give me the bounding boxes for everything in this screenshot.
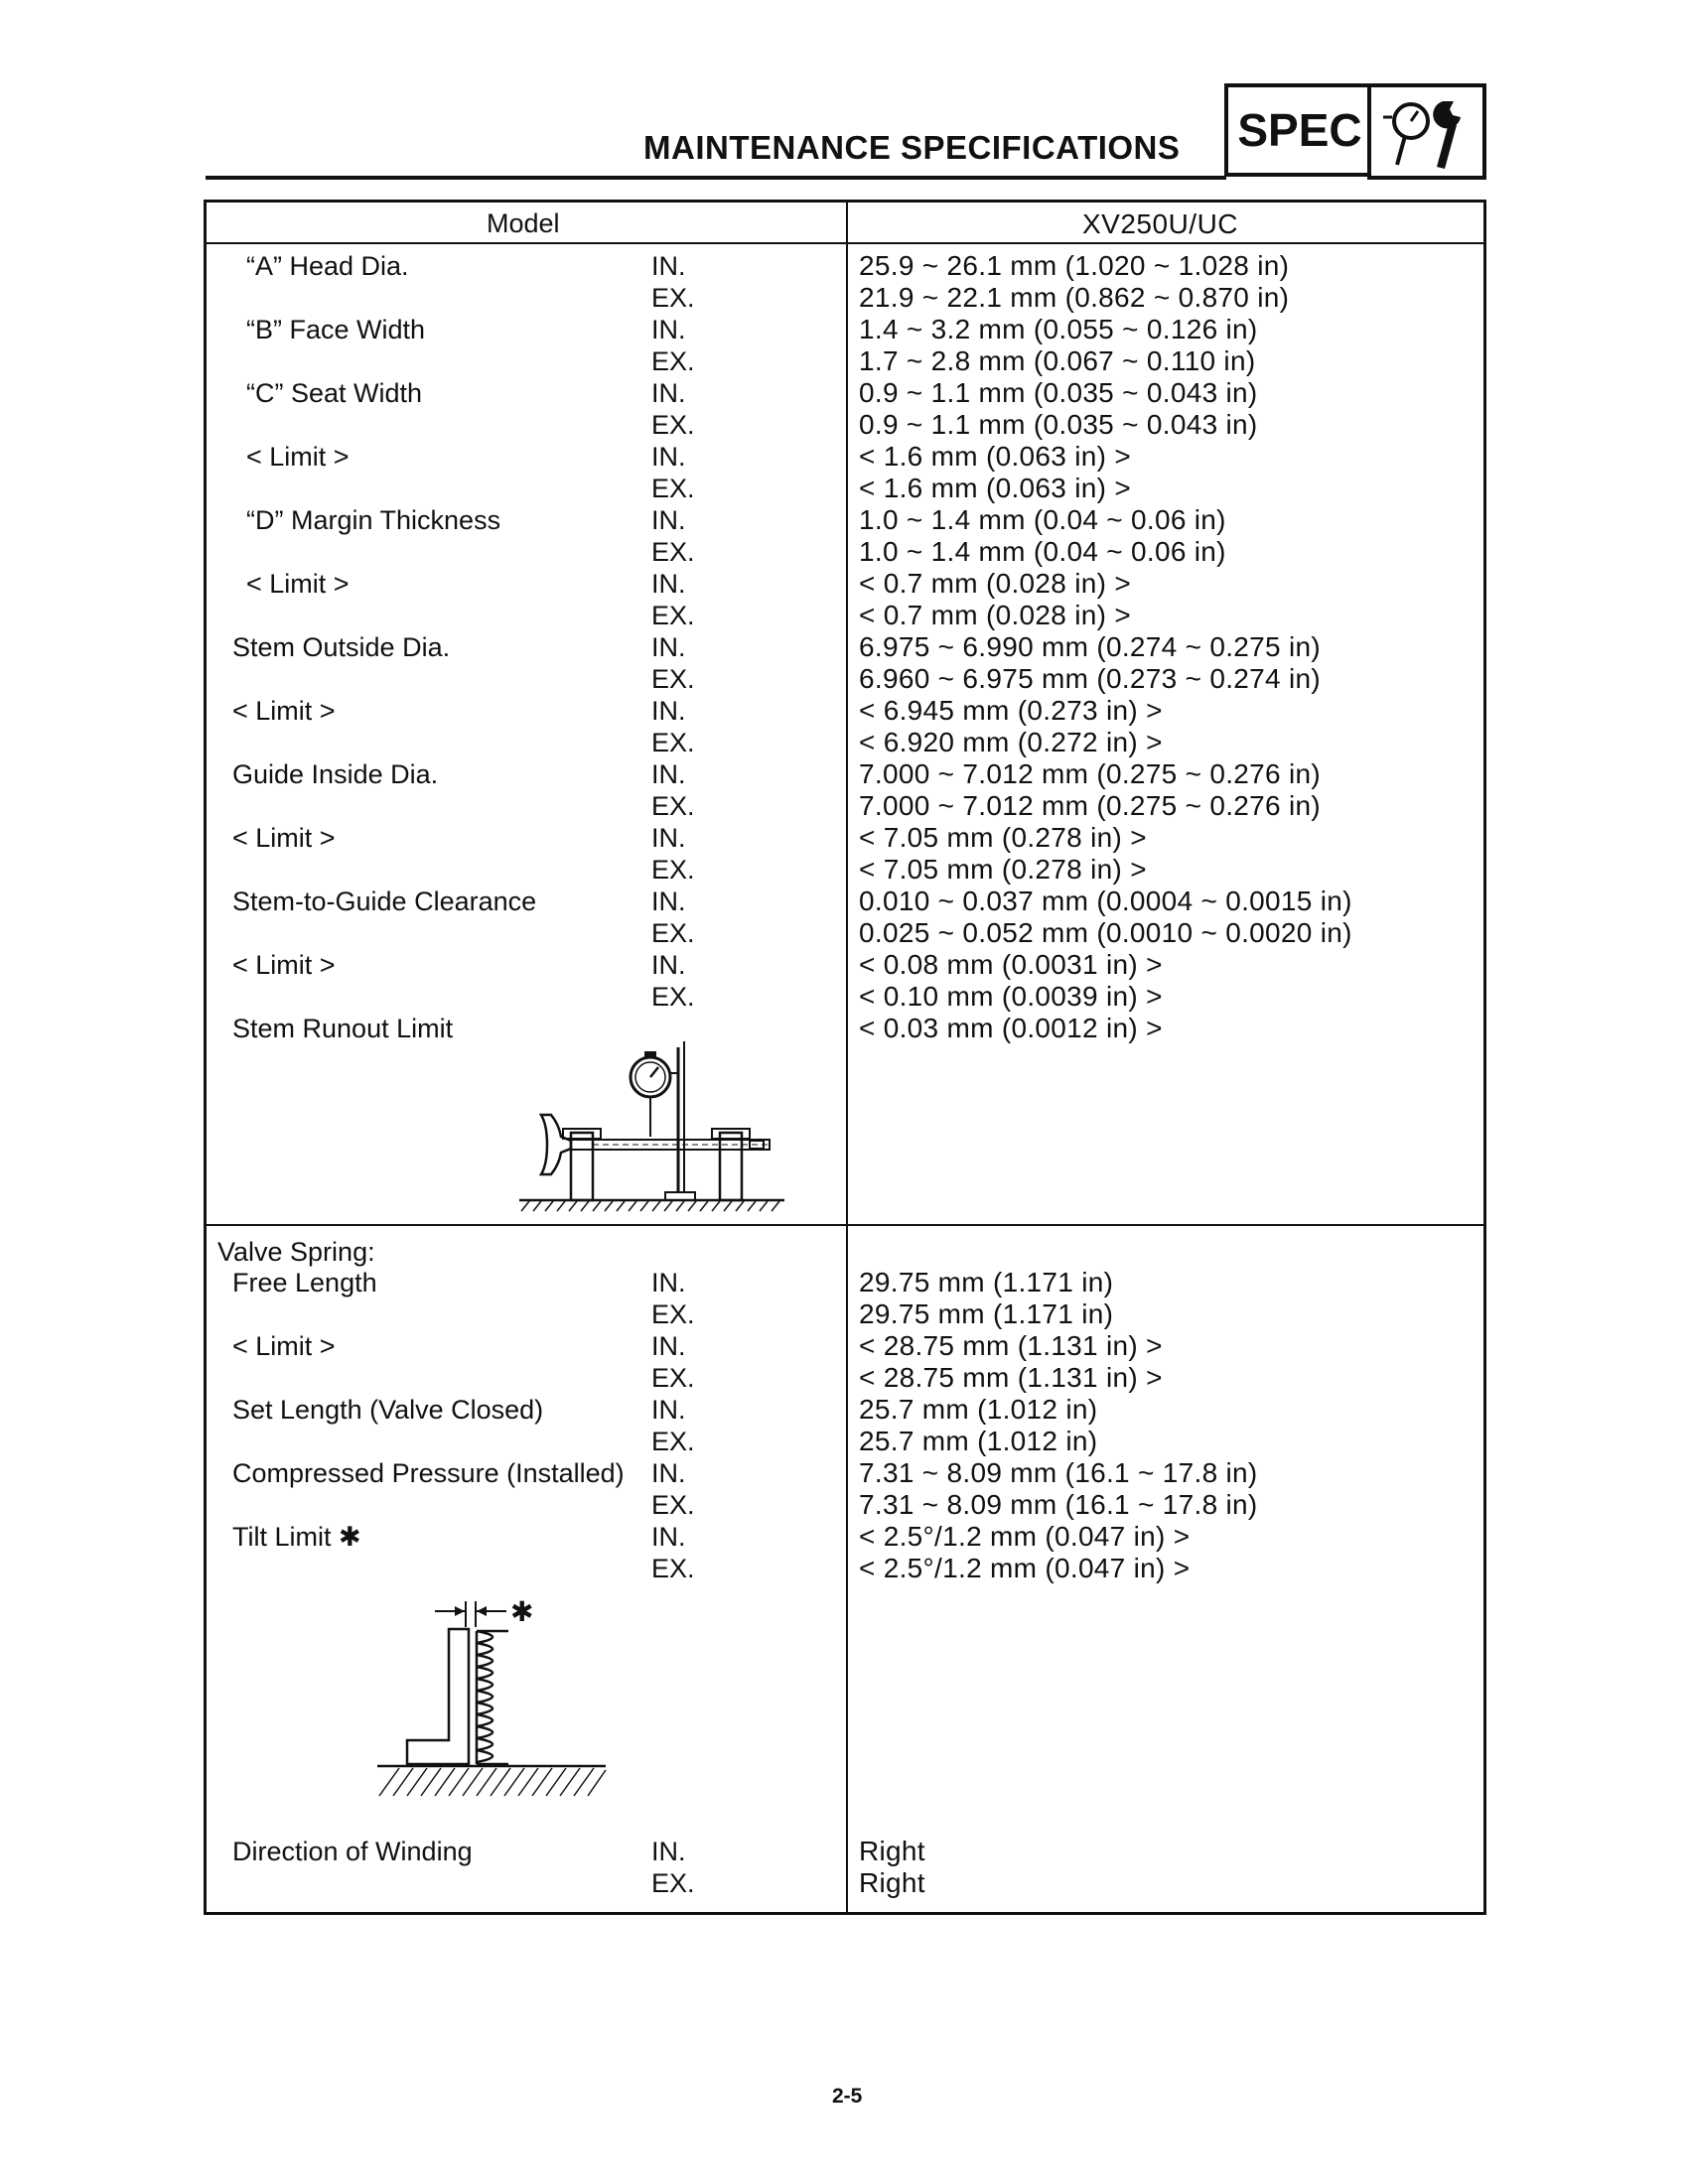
spec-side: EX. [651, 728, 695, 757]
spec-label: < Limit > [232, 696, 336, 726]
spec-label: “A” Head Dia. [246, 251, 409, 281]
spec-side: IN. [651, 950, 686, 980]
spec-side: IN. [651, 315, 686, 344]
spec-side: IN. [651, 1331, 686, 1361]
spec-row [0, 600, 1688, 631]
spec-row [0, 473, 1688, 504]
spec-label: Stem-to-Guide Clearance [232, 887, 537, 916]
spec-row [0, 250, 1688, 282]
spec-value: 1.0 ~ 1.4 mm (0.04 ~ 0.06 in) [859, 536, 1226, 567]
spec-label: < Limit > [232, 950, 336, 980]
spec-value: < 0.08 mm (0.0031 in) > [859, 949, 1163, 980]
spec-value: Right [859, 1867, 925, 1898]
spec-label: Tilt Limit ✱ [232, 1522, 361, 1552]
spec-row [0, 1330, 1688, 1362]
section-divider [204, 1224, 1486, 1226]
spec-side: IN. [651, 632, 686, 662]
spec-label: < Limit > [232, 823, 336, 853]
spec-row [0, 409, 1688, 441]
spec-row [0, 1394, 1688, 1426]
spec-row [0, 822, 1688, 854]
spec-row [0, 504, 1688, 536]
spec-row [0, 441, 1688, 473]
spec-value: < 0.10 mm (0.0039 in) > [859, 981, 1163, 1012]
spec-side: EX. [651, 1554, 695, 1583]
spec-value: < 6.945 mm (0.273 in) > [859, 695, 1163, 726]
spec-value: 1.7 ~ 2.8 mm (0.067 ~ 0.110 in) [859, 345, 1256, 376]
spec-row [0, 282, 1688, 314]
spec-side: IN. [651, 378, 686, 408]
gauge-wrench-icon [1367, 83, 1486, 180]
spec-row [0, 1553, 1688, 1584]
spec-value: < 2.5°/1.2 mm (0.047 in) > [859, 1553, 1191, 1583]
header-rule [206, 176, 1226, 180]
spec-label: < Limit > [246, 442, 350, 472]
spec-value: < 1.6 mm (0.063 in) > [859, 473, 1131, 503]
spec-value: < 28.75 mm (1.131 in) > [859, 1362, 1163, 1393]
spec-row [0, 1426, 1688, 1457]
spec-value: < 0.7 mm (0.028 in) > [859, 568, 1131, 599]
spec-label: Stem Outside Dia. [232, 632, 451, 662]
spec-side: EX. [651, 1363, 695, 1393]
spec-row [0, 695, 1688, 727]
spec-row [0, 1013, 1688, 1044]
spec-value: < 7.05 mm (0.278 in) > [859, 822, 1147, 853]
spec-row [0, 663, 1688, 695]
spec-side: EX. [651, 1490, 695, 1520]
spec-side: EX. [651, 537, 695, 567]
spec-side: EX. [651, 283, 695, 313]
spec-row [0, 1298, 1688, 1330]
spec-side: EX. [651, 346, 695, 376]
spec-row [0, 854, 1688, 886]
spec-value: < 7.05 mm (0.278 in) > [859, 854, 1147, 885]
spec-side: EX. [651, 982, 695, 1012]
spec-row [0, 377, 1688, 409]
spec-label: Guide Inside Dia. [232, 759, 439, 789]
spec-label: Set Length (Valve Closed) [232, 1395, 544, 1425]
model-value: XV250U/UC [1082, 208, 1239, 239]
spec-label: < Limit > [246, 569, 350, 599]
spec-side: EX. [651, 474, 695, 503]
spec-side: EX. [651, 1868, 695, 1898]
spec-side: IN. [651, 823, 686, 853]
spec-value: 25.7 mm (1.012 in) [859, 1426, 1098, 1456]
spec-value: < 2.5°/1.2 mm (0.047 in) > [859, 1521, 1191, 1552]
spec-side: IN. [651, 251, 686, 281]
spec-label: Direction of Winding [232, 1837, 473, 1866]
page-title: MAINTENANCE SPECIFICATIONS [643, 129, 1181, 166]
valve-spring-section-title: Valve Spring: [217, 1237, 375, 1267]
spec-row [0, 758, 1688, 790]
spec-value: 6.975 ~ 6.990 mm (0.274 ~ 0.275 in) [859, 631, 1322, 662]
spec-row [0, 790, 1688, 822]
spec-row [0, 981, 1688, 1013]
spec-value: 7.31 ~ 8.09 mm (16.1 ~ 17.8 in) [859, 1457, 1258, 1488]
spec-row [0, 949, 1688, 981]
spec-side: EX. [651, 410, 695, 440]
stem-runout-diagram [511, 1037, 789, 1216]
spec-label: Compressed Pressure (Installed) [232, 1458, 625, 1488]
spec-side: IN. [651, 696, 686, 726]
spec-value: 29.75 mm (1.171 in) [859, 1267, 1114, 1297]
spec-row [0, 1267, 1688, 1298]
spec-row [0, 917, 1688, 949]
spec-value: < 0.7 mm (0.028 in) > [859, 600, 1131, 630]
spec-side: IN. [651, 1395, 686, 1425]
spec-row [0, 886, 1688, 917]
page-number: 2-5 [832, 2085, 863, 2108]
spec-badge: SPEC [1224, 83, 1371, 177]
spec-side: IN. [651, 1458, 686, 1488]
spec-value: 7.000 ~ 7.012 mm (0.275 ~ 0.276 in) [859, 790, 1322, 821]
spec-side: EX. [651, 664, 695, 694]
spec-value: < 28.75 mm (1.131 in) > [859, 1330, 1163, 1361]
spec-value: < 6.920 mm (0.272 in) > [859, 727, 1163, 757]
spec-side: IN. [651, 505, 686, 535]
spec-label: “C” Seat Width [246, 378, 423, 408]
spring-tilt-diagram [369, 1583, 628, 1812]
spec-value: 0.9 ~ 1.1 mm (0.035 ~ 0.043 in) [859, 409, 1258, 440]
spec-side: IN. [651, 442, 686, 472]
spec-row [0, 1489, 1688, 1521]
spec-value: 29.75 mm (1.171 in) [859, 1298, 1114, 1329]
spec-row [0, 1362, 1688, 1394]
spec-side: IN. [651, 1268, 686, 1297]
spec-value: Right [859, 1836, 925, 1866]
spec-value: 1.0 ~ 1.4 mm (0.04 ~ 0.06 in) [859, 504, 1226, 535]
tilt-marker: ✱ [510, 1595, 534, 1628]
spec-value: < 0.03 mm (0.0012 in) > [859, 1013, 1163, 1043]
spec-value: 0.025 ~ 0.052 mm (0.0010 ~ 0.0020 in) [859, 917, 1352, 948]
spec-label: Free Length [232, 1268, 377, 1297]
spec-row [0, 1457, 1688, 1489]
spec-value: 0.9 ~ 1.1 mm (0.035 ~ 0.043 in) [859, 377, 1258, 408]
spec-side: EX. [651, 601, 695, 630]
spec-label: Stem Runout Limit [232, 1014, 454, 1043]
spec-value: 1.4 ~ 3.2 mm (0.055 ~ 0.126 in) [859, 314, 1258, 344]
spec-side: IN. [651, 887, 686, 916]
spec-value: 7.31 ~ 8.09 mm (16.1 ~ 17.8 in) [859, 1489, 1258, 1520]
spec-row [0, 536, 1688, 568]
spec-side: EX. [651, 791, 695, 821]
spec-label: “B” Face Width [246, 315, 426, 344]
spec-row [0, 568, 1688, 600]
spec-value: 25.7 mm (1.012 in) [859, 1394, 1098, 1425]
spec-side: EX. [651, 855, 695, 885]
spec-value: < 1.6 mm (0.063 in) > [859, 441, 1131, 472]
spec-value: 21.9 ~ 22.1 mm (0.862 ~ 0.870 in) [859, 282, 1290, 313]
spec-side: IN. [651, 1837, 686, 1866]
spec-side: IN. [651, 569, 686, 599]
header-divider [204, 242, 1486, 244]
spec-row [0, 314, 1688, 345]
spec-side: IN. [651, 759, 686, 789]
spec-row [0, 727, 1688, 758]
spec-row [0, 1867, 1688, 1899]
spec-value: 7.000 ~ 7.012 mm (0.275 ~ 0.276 in) [859, 758, 1322, 789]
model-label: Model [487, 208, 560, 238]
spec-label: “D” Margin Thickness [246, 505, 501, 535]
spec-side: IN. [651, 1522, 686, 1552]
spec-value: 25.9 ~ 26.1 mm (1.020 ~ 1.028 in) [859, 250, 1290, 281]
spec-row [0, 1521, 1688, 1553]
spec-row [0, 345, 1688, 377]
spec-value: 6.960 ~ 6.975 mm (0.273 ~ 0.274 in) [859, 663, 1322, 694]
spec-row [0, 631, 1688, 663]
spec-side: EX. [651, 1299, 695, 1329]
spec-label: < Limit > [232, 1331, 336, 1361]
spec-value: 0.010 ~ 0.037 mm (0.0004 ~ 0.0015 in) [859, 886, 1352, 916]
spec-side: EX. [651, 918, 695, 948]
spec-row [0, 1836, 1688, 1867]
spec-side: EX. [651, 1427, 695, 1456]
